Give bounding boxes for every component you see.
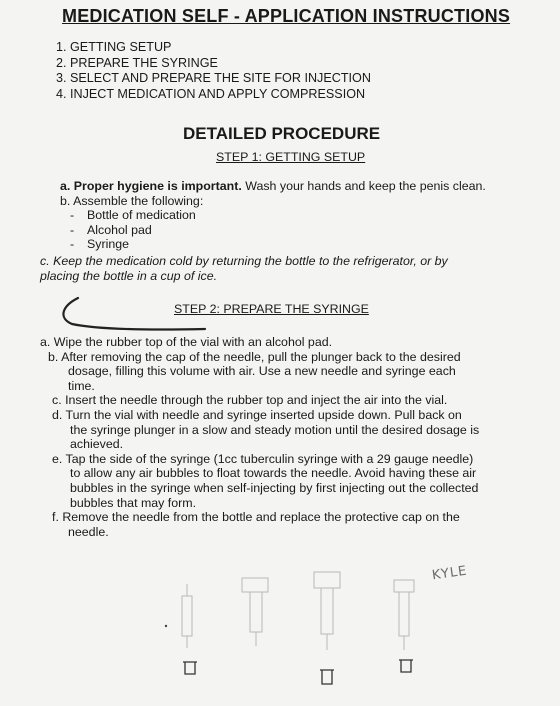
arrow-mark-1 [183,662,197,674]
step2-d-line: achieved. [70,437,124,452]
outline-item: 2. PREPARE THE SYRINGE [56,55,218,70]
syringe-sketch-1 [182,584,192,648]
document-title: MEDICATION SELF - APPLICATION INSTRUCTIONS [62,6,511,26]
step2-e-line: e. Tap the side of the syringe (1cc tuberculin syringe with a 29 gauge needle) [52,451,474,466]
detailed-procedure-heading: DETAILED PROCEDURE [183,124,381,143]
supply-label: Bottle of medication [87,208,196,223]
outline-item: 4. INJECT MEDICATION AND APPLY COMPRESSION [56,86,366,101]
supply-label: Syringe [87,237,130,252]
step2-b-line: time. [68,378,95,393]
syringe-sketch-3 [314,572,340,650]
step2-b-line: b. After removing the cap of the needle, pull the plunger back to the desired [48,349,461,364]
hygiene-emphasis: a. Proper hygiene is important. [60,179,242,193]
step2-b-line: dosage, filling this volume with air. Use a new needle and syringe each [68,364,456,379]
step2-d-line: the syringe plunger in a slow and steady motion until the desired dosage is [70,422,480,437]
step1-heading: STEP 1: GETTING SETUP [216,150,366,164]
handwritten-signature: KYLE [431,563,469,584]
arrow-mark-2 [320,670,334,684]
step2-item-a: a. Wipe the rubber top of the vial with an alcohol pad. [40,335,333,349]
step2-item-c: c. Insert the needle through the rubber top and inject the air into the vial. [52,393,448,408]
step1-item-b: b. Assemble the following: [60,193,204,208]
outline-item: 3. SELECT AND PREPARE THE SITE FOR INJECTION [56,71,371,85]
step2-e-line: bubbles that may form. [70,495,197,510]
supply-label: Alcohol pad [87,222,152,237]
step2-f-line: f. Remove the needle from the bottle and replace the protective cap on the [52,510,460,525]
step2-f-line: needle. [68,524,109,539]
step2-heading: STEP 2: PREPARE THE SYRINGE [174,302,369,316]
step1-c-line: c. Keep the medication cold by returning the bottle to the refrigerator, or by [40,254,448,268]
step2-e-line: to allow any air bubbles to float towards the needle. Avoid having these air [70,466,477,481]
outline-item: 1. GETTING SETUP [56,40,172,54]
step1-c-line: placing the bottle in a cup of ice. [40,268,218,283]
syringe-sketch-2 [242,578,268,646]
syringe-sketch-4 [394,580,414,650]
step2-d-line: d. Turn the vial with needle and syringe inserted upside down. Pull back on [52,407,462,422]
supply-item: - Alcohol pad [70,222,152,237]
supply-item: - Syringe [70,237,130,252]
hygiene-text: Wash your hands and keep the penis clean. [241,179,486,193]
arrow-mark-3 [399,660,413,672]
supply-item: - Bottle of medication [70,208,196,223]
step2-e-line: bubbles in the syringe when self-injecting by first injecting out the collected [70,480,479,495]
